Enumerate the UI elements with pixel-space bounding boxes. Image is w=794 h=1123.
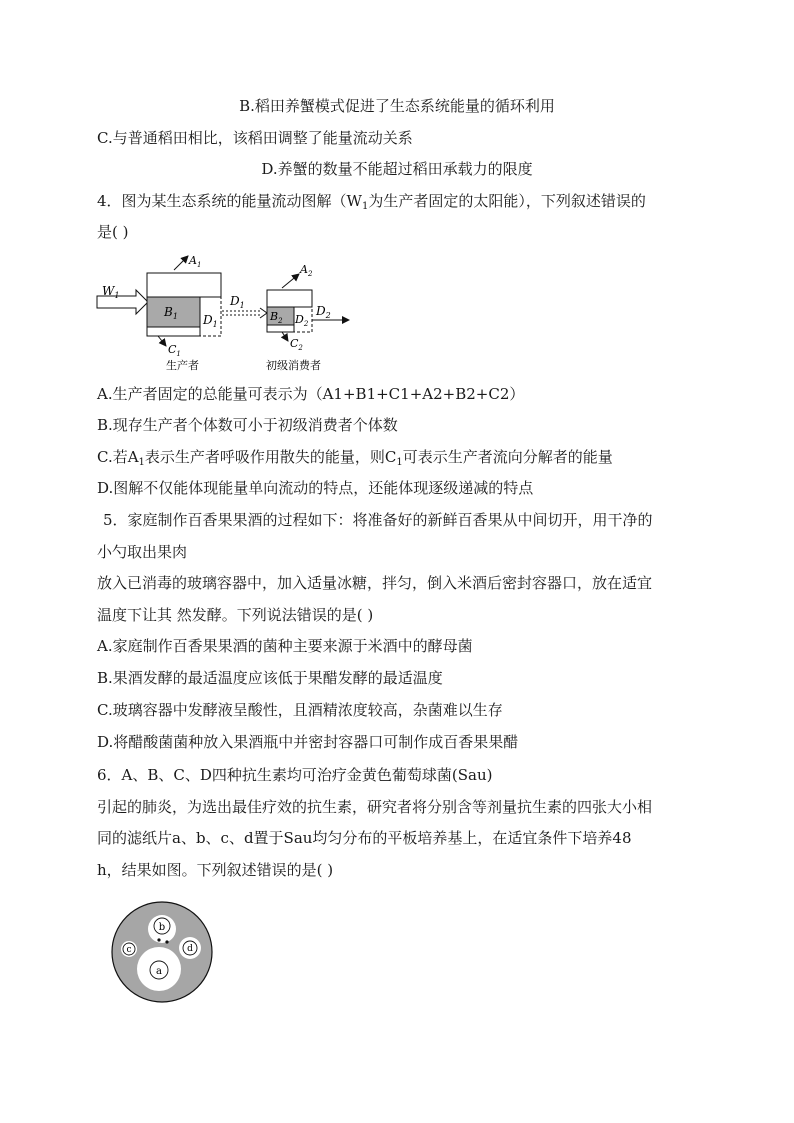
q5-stem-line2: 小勺取出果肉 (97, 543, 188, 561)
q5-stem-line4: 温度下让其 然发酵。下列说法错误的是( ) (97, 606, 374, 624)
c2-label: $C_2$ (290, 337, 303, 352)
q4-option-a: A.生产者固定的总能量可表示为（A1+B1+C1+A2+B2+C2） (97, 385, 525, 403)
q5-option-d: D.将醋酸菌菌种放入果酒瓶中并密封容器口可制作成百香果果醋 (97, 733, 519, 751)
consumer-c2-box (267, 325, 294, 332)
d1-arrow-head (260, 308, 267, 318)
w1-label: $W_1$ (102, 284, 120, 300)
c1-arrow (158, 336, 166, 346)
c2-arrow (282, 332, 288, 341)
a1-label: $A_1$ (189, 254, 202, 269)
a1-arrow (174, 256, 188, 270)
d2-arrow-label: $D_2$ (316, 304, 331, 320)
q6-stem-line4: h，结果如图。下列叙述错误的是( ) (97, 861, 334, 879)
d1-inner-label: $D_1$ (203, 313, 218, 329)
q5-option-b: B.果酒发酵的最适温度应该低于果醋发酵的最适温度 (97, 669, 443, 687)
a2-arrow (282, 274, 299, 288)
q5-stem-line1: 5．家庭制作百香果果酒的过程如下：将准备好的新鲜百香果从中间切开，用干净的 (103, 511, 653, 529)
q4-option-d: D.图解不仅能体现能量单向流动的特点，还能体现逐级递减的特点 (97, 479, 534, 497)
petri-dish-diagram (110, 900, 214, 1004)
q4-stem-line1: 4．图为某生态系统的能量流动图解（$W_1$为生产者固定的太阳能），下列叙述错误的 (97, 192, 646, 212)
disc-b-label: b (158, 922, 166, 933)
q5-stem-line3: 放入已消毒的玻璃容器中，加入适量冰糖，拌匀，倒入米酒后密封容器口，放在适宜 (97, 574, 653, 592)
b1-label: $B_1$ (164, 305, 178, 321)
a2-label: $A_2$ (300, 263, 313, 278)
q4-option-c: C.若$A_1$表示生产者呼吸作用散失的能量，则$C_1$可表示生产者流向分解者的能量 (97, 448, 613, 468)
q5-option-a: A.家庭制作百香果果酒的菌种主要来源于米酒中的酵母菌 (97, 637, 473, 655)
q6-stem-line3: 同的滤纸片a、b、c、d置于Sau均匀分布的平板培养基上，在适宜条件下培养48 (97, 829, 632, 847)
disc-a-label: a (156, 966, 162, 977)
b2-label: $B_2$ (270, 310, 283, 325)
producer-a1-box (147, 273, 221, 297)
consumer-a2-box (267, 290, 312, 307)
colony-dot-1 (157, 938, 160, 941)
energy-flow-diagram (94, 252, 364, 374)
q3-option-b: B.稻田养蟹模式促进了生态系统能量的循环利用 (239, 97, 555, 115)
q6-stem-line2: 引起的肺炎，为选出最佳疗效的抗生素，研究者将分别含等剂量抗生素的四张大小相 (97, 798, 653, 816)
disc-c-label: c (126, 945, 132, 955)
q3-option-d: D.养蟹的数量不能超过稻田承载力的限度 (261, 160, 533, 178)
q4-stem-line2: 是( ) (97, 223, 129, 241)
producer-label: 生产者 (166, 359, 199, 372)
colony-dot-2 (165, 940, 168, 943)
q4-option-b: B.现存生产者个体数可小于初级消费者个体数 (97, 416, 398, 434)
d1-arrow-label: $D_1$ (230, 294, 245, 310)
c1-label: $C_1$ (168, 343, 181, 358)
consumer-label: 初级消费者 (266, 359, 321, 372)
disc-d-label: d (187, 944, 193, 954)
q3-option-c: C.与普通稻田相比，该稻田调整了能量流动关系 (97, 129, 413, 147)
producer-c1-box (147, 327, 200, 336)
q5-option-c: C.玻璃容器中发酵液呈酸性，且酒精浓度较高，杂菌难以生存 (97, 701, 503, 719)
d2-inner-label: $D_2$ (295, 313, 309, 328)
q6-stem-line1: 6．A、B、C、D四种抗生素均可治疗金黄色葡萄球菌(Sau) (97, 766, 493, 784)
